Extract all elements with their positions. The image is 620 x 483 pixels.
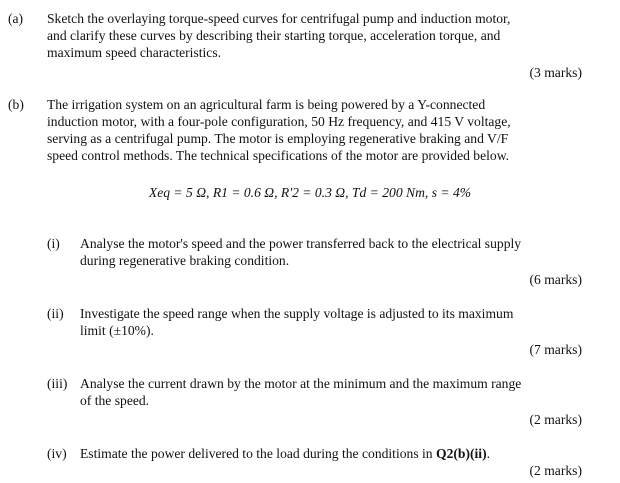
sub-question-iv-reference: Q2(b)(ii) (436, 446, 487, 461)
question-a-label: (a) (8, 11, 24, 26)
sub-question-i-marks: (6 marks) (529, 272, 582, 287)
sub-question-iv-label: (iv) (47, 446, 67, 461)
sub-question-i-label: (i) (47, 236, 60, 251)
question-b-line-4: speed control methods. The technical specifications of the motor are provided below. (47, 148, 510, 163)
question-b-line-2: induction motor, with a four-pole configuration, 50 Hz frequency, and 415 V voltage, (47, 114, 511, 129)
sub-question-iv-marks: (2 marks) (529, 463, 582, 478)
question-b-line-3: serving as a centrifugal pump. The motor is employing regenerative braking and V/F (47, 131, 509, 146)
question-a-line-2: and clarify these curves by describing their starting torque, acceleration torque, and (47, 28, 501, 43)
sub-question-i-line-2: during regenerative braking condition. (80, 253, 290, 268)
sub-question-ii-line-1: Investigate the speed range when the supply voltage is adjusted to its maximum (80, 306, 514, 321)
sub-question-ii-line-2: limit (±10%). (80, 323, 154, 338)
sub-question-iv-line-1 (80, 445, 582, 462)
sub-question-iv-suffix: . (486, 446, 490, 461)
motor-specifications: Xeq = 5 Ω, R1 = 0.6 Ω, R'2 = 0.3 Ω, Td = 200 Nm, s = 4% (148, 185, 472, 200)
question-b-line-1: The irrigation system on an agricultural farm is being powered by a Y-connected (47, 97, 486, 112)
sub-question-iv-text: Estimate the power delivered to the load during the conditions in (80, 446, 436, 461)
question-a-line-1: Sketch the overlaying torque-speed curves for centrifugal pump and induction motor, (47, 11, 511, 26)
sub-question-ii-marks: (7 marks) (529, 342, 582, 357)
sub-question-iii-line-1: Analyse the current drawn by the motor at the minimum and the maximum range (80, 376, 522, 391)
sub-question-ii-label: (ii) (47, 306, 64, 321)
sub-question-iii-marks: (2 marks) (529, 412, 582, 427)
sub-question-iii-line-2: of the speed. (80, 393, 150, 408)
question-a-marks: (3 marks) (529, 65, 582, 80)
question-b-label: (b) (8, 97, 24, 112)
sub-question-iii-label: (iii) (47, 376, 68, 391)
question-a-line-3: maximum speed characteristics. (47, 45, 222, 60)
sub-question-i-line-1: Analyse the motor's speed and the power transferred back to the electrical supply (80, 236, 522, 251)
